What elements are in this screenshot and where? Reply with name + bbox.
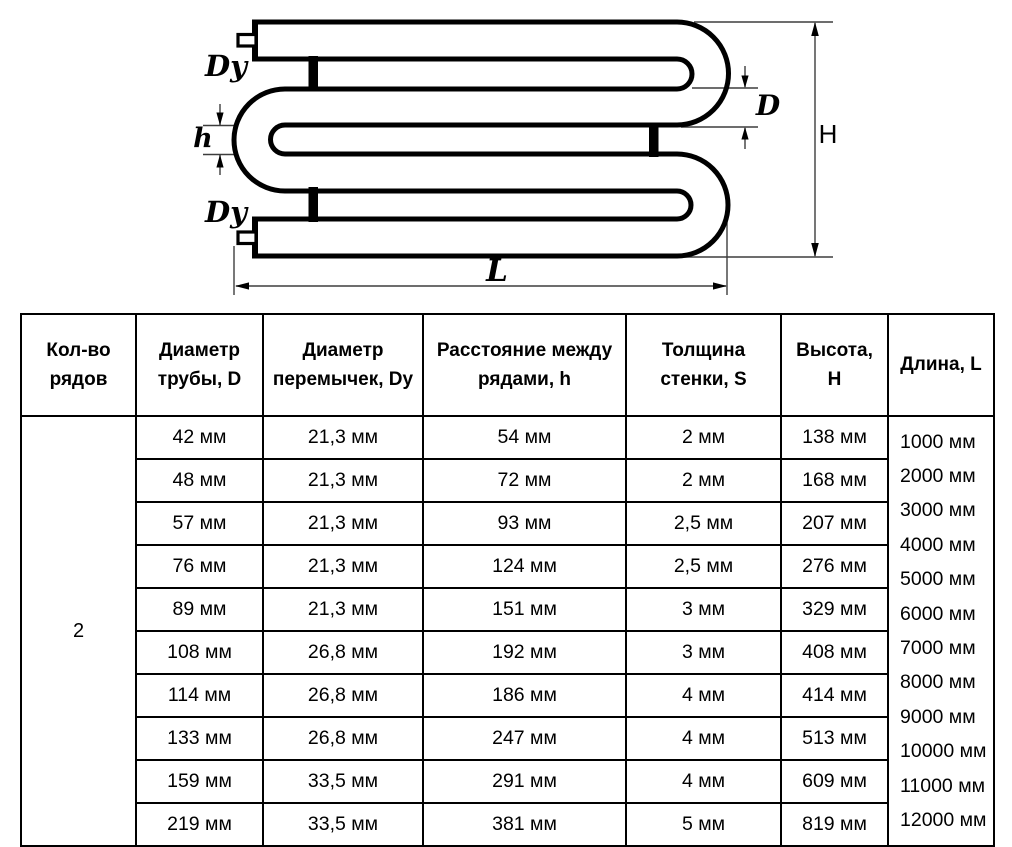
cell-h: 291 мм [423,760,626,803]
length-value: 3000 мм [900,499,976,522]
cell-dy: 21,3 мм [263,416,423,459]
cell-height: 414 мм [781,674,888,717]
cell-s: 4 мм [626,760,781,803]
length-value: 4000 мм [900,533,976,556]
table-row [21,674,994,717]
cell-d: 133 мм [136,717,263,760]
cell-h: 247 мм [423,717,626,760]
cell-d: 76 мм [136,545,263,588]
cell-d: 159 мм [136,760,263,803]
jumpers [309,56,659,222]
header-wall-thickness: Толщина стенки, S [626,314,781,416]
header-jumper-diameter: Диаметр перемычек, Dy [263,314,423,416]
length-value: 1000 мм [900,430,976,453]
table-row [21,760,994,803]
table-row [21,502,994,545]
cell-h: 186 мм [423,674,626,717]
header-row-spacing: Расстояние между рядами, h [423,314,626,416]
lengths-cell [888,416,994,846]
cell-height: 408 мм [781,631,888,674]
cell-d: 219 мм [136,803,263,846]
cell-height: 819 мм [781,803,888,846]
jumper-bottom-left [309,187,319,222]
cell-dy: 21,3 мм [263,545,423,588]
dim-label-dy-bottom: Dy [205,195,247,229]
cell-d: 89 мм [136,588,263,631]
table-row [21,631,994,674]
dim-label-h: h [193,123,213,154]
cell-h: 381 мм [423,803,626,846]
cell-dy: 26,8 мм [263,674,423,717]
cell-dy: 26,8 мм [263,717,423,760]
cell-dy: 21,3 мм [263,588,423,631]
cell-height: 276 мм [781,545,888,588]
cell-d: 48 мм [136,459,263,502]
cell-s: 2 мм [626,459,781,502]
cell-s: 2 мм [626,416,781,459]
length-value: 2000 мм [900,464,976,487]
table-row [21,803,994,846]
cell-d: 108 мм [136,631,263,674]
cell-d: 42 мм [136,416,263,459]
table-row [21,416,994,459]
length-value: 5000 мм [900,568,976,591]
header-rows-count: Кол-во рядов [21,314,136,416]
length-value: 12000 мм [900,809,987,832]
jumper-top-left [309,56,319,91]
cell-height: 513 мм [781,717,888,760]
jumper-middle-right [649,123,659,157]
dim-label-length: L [486,253,508,289]
rows-count-cell: 2 [21,416,136,846]
cell-s: 2,5 мм [626,502,781,545]
cell-dy: 26,8 мм [263,631,423,674]
cell-height: 168 мм [781,459,888,502]
length-value: 10000 мм [900,740,987,763]
cell-h: 54 мм [423,416,626,459]
cell-s: 2,5 мм [626,545,781,588]
cell-h: 192 мм [423,631,626,674]
dim-label-dy-top: Dy [205,49,247,83]
cell-d: 57 мм [136,502,263,545]
length-value: 6000 мм [900,602,976,625]
cell-s: 4 мм [626,717,781,760]
length-value: 8000 мм [900,671,976,694]
cell-height: 329 мм [781,588,888,631]
table-row [21,459,994,502]
cell-height: 138 мм [781,416,888,459]
header-row [21,314,994,416]
cell-s: 3 мм [626,631,781,674]
dim-label-d: D [755,89,781,122]
header-length: Длина, L [888,314,994,416]
cell-s: 3 мм [626,588,781,631]
cell-h: 124 мм [423,545,626,588]
length-value: 7000 мм [900,637,976,659]
cell-height: 207 мм [781,502,888,545]
cell-dy: 21,3 мм [263,502,423,545]
table-row [21,588,994,631]
dim-label-height: H [818,119,838,149]
nozzle-bottom [238,232,256,244]
length-value: 9000 мм [900,705,976,728]
nozzle-top [238,35,256,47]
header-height: Высота, H [781,314,888,416]
length-value: 11000 мм [900,774,986,797]
pipe-register-diagram [0,0,1012,310]
cell-s: 4 мм [626,674,781,717]
cell-h: 93 мм [423,502,626,545]
cell-d: 114 мм [136,674,263,717]
cell-dy: 21,3 мм [263,459,423,502]
spec-table [20,313,995,847]
cell-dy: 33,5 мм [263,760,423,803]
pipe-wall-inner [234,59,692,219]
cell-height: 609 мм [781,760,888,803]
cell-s: 5 мм [626,803,781,846]
table-row [21,717,994,760]
cell-h: 151 мм [423,588,626,631]
cell-h: 72 мм [423,459,626,502]
cell-dy: 33,5 мм [263,803,423,846]
table-row [21,545,994,588]
header-pipe-diameter: Диаметр трубы, D [136,314,263,416]
